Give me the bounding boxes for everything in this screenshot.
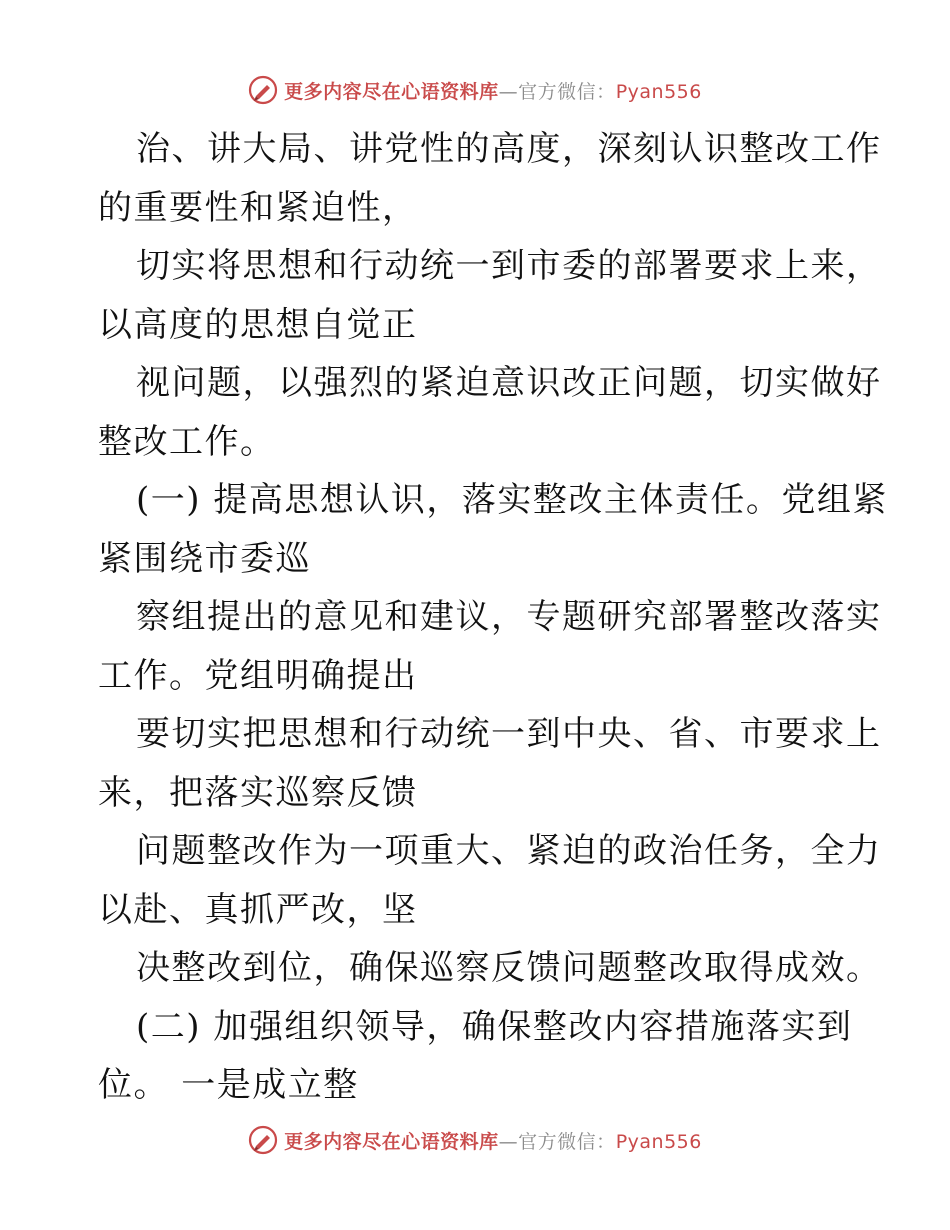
text-line: 的重要性和紧迫性， bbox=[98, 187, 418, 228]
watermark-official-label: 官方微信： bbox=[518, 80, 616, 103]
text-line: 问题整改作为一项重大、紧迫的政治任务，全力 bbox=[136, 831, 882, 871]
pen-logo-icon bbox=[248, 1125, 278, 1155]
text-line: 以高度的思想自觉正 bbox=[98, 304, 418, 345]
watermark-text bbox=[284, 1127, 702, 1154]
watermark-brand: 更多内容尽在心语资料库 bbox=[284, 80, 499, 103]
pen-logo-icon bbox=[248, 75, 278, 105]
watermark-text bbox=[284, 77, 702, 104]
watermark-dash: — bbox=[498, 80, 519, 103]
text-line: 以赴、真抓严改，坚 bbox=[98, 889, 418, 930]
text-line: 决整改到位，确保巡察反馈问题整改取得成效。 bbox=[136, 948, 882, 988]
text-line: 治、讲大局、讲党性的高度，深刻认识整改工作 bbox=[136, 129, 882, 169]
text-line: 来，把落实巡察反馈 bbox=[98, 772, 418, 813]
text-line: 视问题，以强烈的紧迫意识改正问题，切实做好 bbox=[136, 363, 882, 403]
text-line: 切实将思想和行动统一到市委的部署要求上来， bbox=[136, 246, 882, 286]
text-line: 工作。党组明确提出 bbox=[98, 655, 418, 696]
document-body bbox=[98, 120, 888, 1115]
text-line: 整改工作。 bbox=[98, 421, 276, 462]
watermark-dash: — bbox=[498, 1130, 519, 1153]
watermark-official-label: 官方微信： bbox=[518, 1130, 616, 1153]
text-line: 紧围绕市委巡 bbox=[98, 538, 311, 579]
watermark-brand: 更多内容尽在心语资料库 bbox=[284, 1130, 499, 1153]
watermark-id: Pyan556 bbox=[615, 80, 702, 103]
watermark-id: Pyan556 bbox=[615, 1130, 702, 1153]
header-watermark bbox=[0, 72, 950, 108]
footer-watermark bbox=[0, 1122, 950, 1158]
text-line: (一) 提高思想认识，落实整改主体责任。党组紧 bbox=[136, 480, 888, 520]
text-line: 察组提出的意见和建议，专题研究部署整改落实 bbox=[136, 597, 882, 637]
text-line: (二) 加强组织领导，确保整改内容措施落实到 bbox=[136, 1006, 853, 1047]
text-line: 要切实把思想和行动统一到中央、省、市要求上 bbox=[136, 714, 882, 754]
text-line: 位。 一是成立整 bbox=[98, 1065, 359, 1105]
